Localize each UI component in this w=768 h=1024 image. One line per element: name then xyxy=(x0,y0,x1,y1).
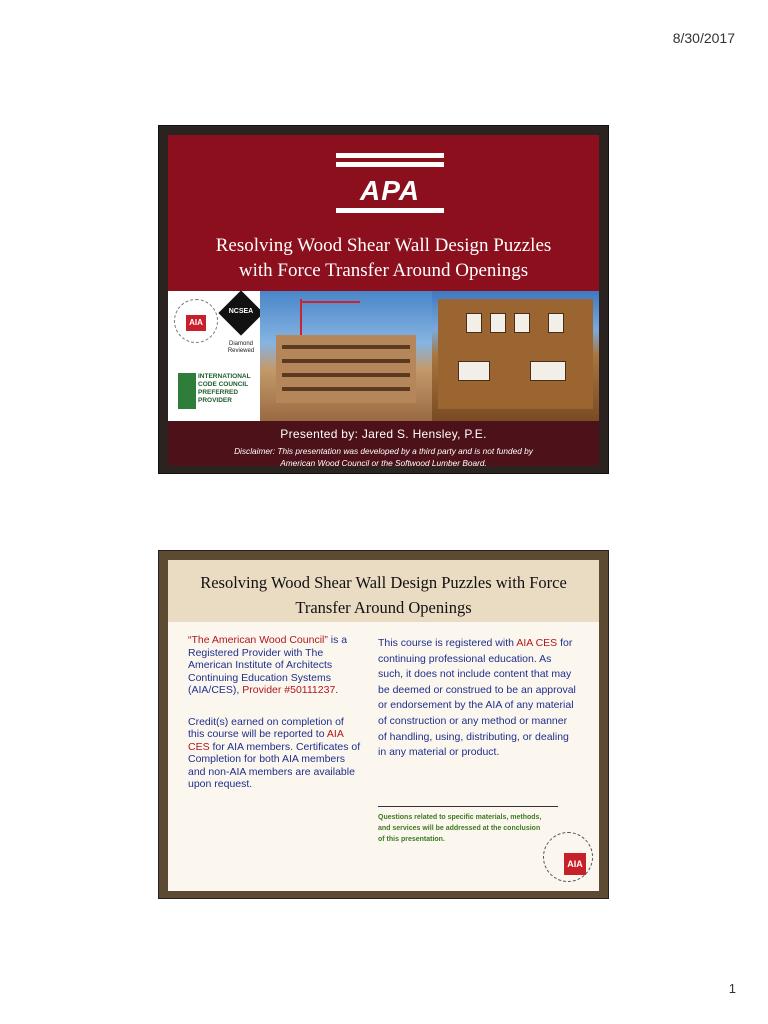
provider-statement: “The American Wood Council” is a Registered Provider with The American Institute of Architects Continuing Education Systems (AIA/CES), Provider #50111237. Credit(s) earned on completion of this course will be reported to AIA CES for AIA members. Certificates of Completion for both AIA members and non-AIA members are available upon request. xyxy=(188,634,361,790)
slide-1-content xyxy=(168,135,599,466)
ncsea-label: NCSEA xyxy=(228,308,254,315)
slide-1-title xyxy=(168,233,599,283)
page-date: 8/30/2017 xyxy=(672,30,735,46)
divider xyxy=(378,806,558,807)
presenter-name: Presented by: Jared S. Hensley, P.E. xyxy=(280,427,487,441)
provider-number: Provider #50111237 xyxy=(242,684,336,696)
presenter-banner xyxy=(168,421,599,466)
apa-logo: APA xyxy=(359,175,421,206)
icc-preferred-provider: INTERNATIONAL CODE COUNCIL PREFERRED PROVIDER xyxy=(198,373,251,404)
title-banner xyxy=(168,135,599,291)
questions-note: Questions related to specific materials, methods, and services will be addressed at the conclusion of this presentation. xyxy=(378,814,542,843)
aia-mark-icon: AIA xyxy=(186,315,206,331)
construction-photo-house xyxy=(432,291,599,421)
slide-2-title: Resolving Wood Shear Wall Design Puzzles with Force Transfer Around Openings xyxy=(200,573,567,617)
icc-logo-icon xyxy=(178,373,196,409)
page-number: 1 xyxy=(728,981,736,996)
aia-mark-icon: AIA xyxy=(564,853,586,875)
awc-name: “The American Wood Council” xyxy=(188,634,328,646)
construction-photo-apartments xyxy=(260,291,432,421)
disclaimer: Disclaimer: This presentation was developed by a third party and is not funded by American Wood Council or the Softwood Lumber Board. xyxy=(234,446,533,468)
slide-2-content xyxy=(168,560,599,891)
apa-logo-underline xyxy=(336,208,444,213)
title-line-2: with Force Transfer Around Openings xyxy=(238,260,529,281)
diamond-reviewed-caption: Diamond Reviewed xyxy=(227,341,255,354)
title-line-1: Resolving Wood Shear Wall Design Puzzles xyxy=(215,235,552,256)
slide-1 xyxy=(158,125,609,474)
provider-logos xyxy=(168,291,260,421)
slide-2-header xyxy=(168,560,599,622)
registration-statement: This course is registered with AIA CES for continuing professional education. As such, it does not include content that may be deemed or construed to be an approval or endorsement by the AIA of any material of construction or any method or manner of handling, using, distributing, or dealing in any material or product. xyxy=(378,637,576,759)
apa-logo-bars xyxy=(336,153,444,171)
slide-2-body xyxy=(168,622,599,891)
slide-2 xyxy=(158,550,609,899)
